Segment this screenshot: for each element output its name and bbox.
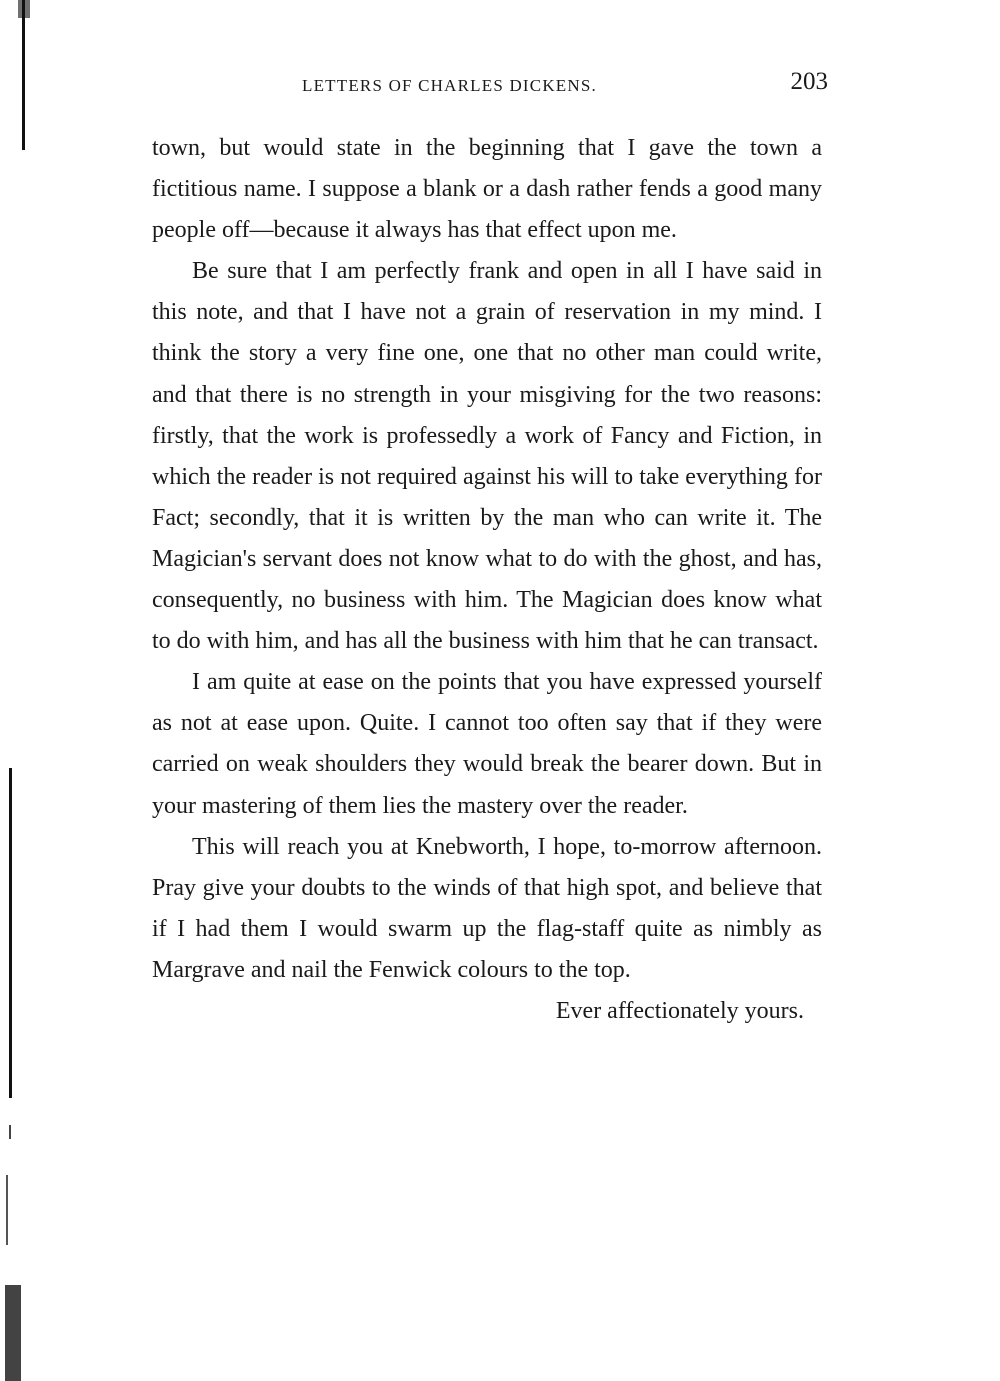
paragraph: This will reach you at Knebworth, I hope, to-morrow afternoon. Pray give your doubts to the winds of that high spot, and believe that if I had them I would swarm up the flag-staff quite as nimbly as Margrave and nail the Fenwick colours to the top.: [152, 833, 822, 983]
closing-salutation: Ever affectionately yours.: [555, 997, 804, 1024]
page-number: 203: [790, 68, 828, 95]
running-title: LETTERS OF CHARLES DICKENS.: [302, 76, 597, 95]
scan-edge-mark: [9, 1125, 11, 1139]
scan-edge-mark: [6, 1175, 8, 1245]
paragraph: I am quite at ease on the points that you have expressed yourself as not at ease upon. Quite. I cannot too often say that if they were carried on weak shoulders they would break the bearer down. But in your mastering of them lies the mastery over the reader.: [152, 669, 822, 819]
scan-edge-mark: [9, 768, 12, 1098]
letter-body: [152, 128, 822, 1032]
page-header: [152, 68, 830, 104]
paragraph: town, but would state in the beginning that I gave the town a fictitious name. I suppose a blank or a dash rather fends a good many people off—because it always has that effect upon me.: [152, 135, 822, 244]
scan-edge-mark: [5, 1285, 21, 1381]
paragraph: Be sure that I am perfectly frank and open in all I have said in this note, and that I have not a grain of reservation in my mind. I think the story a very fine one, one that no other man could write, and that there is no strength in your misgiving for the two reasons: firstly, that the work is professedly a work of Fancy and Fiction, in which the reader is not required against his will to take everything for Fact; secondly, that it is written by the man who can write it. The Magician's servant does not know what to do with the ghost, and has, consequently, no business with him. The Magician does know what to do with him, and has all the business with him that he can transact.: [152, 258, 822, 655]
scan-edge-mark: [22, 0, 25, 150]
